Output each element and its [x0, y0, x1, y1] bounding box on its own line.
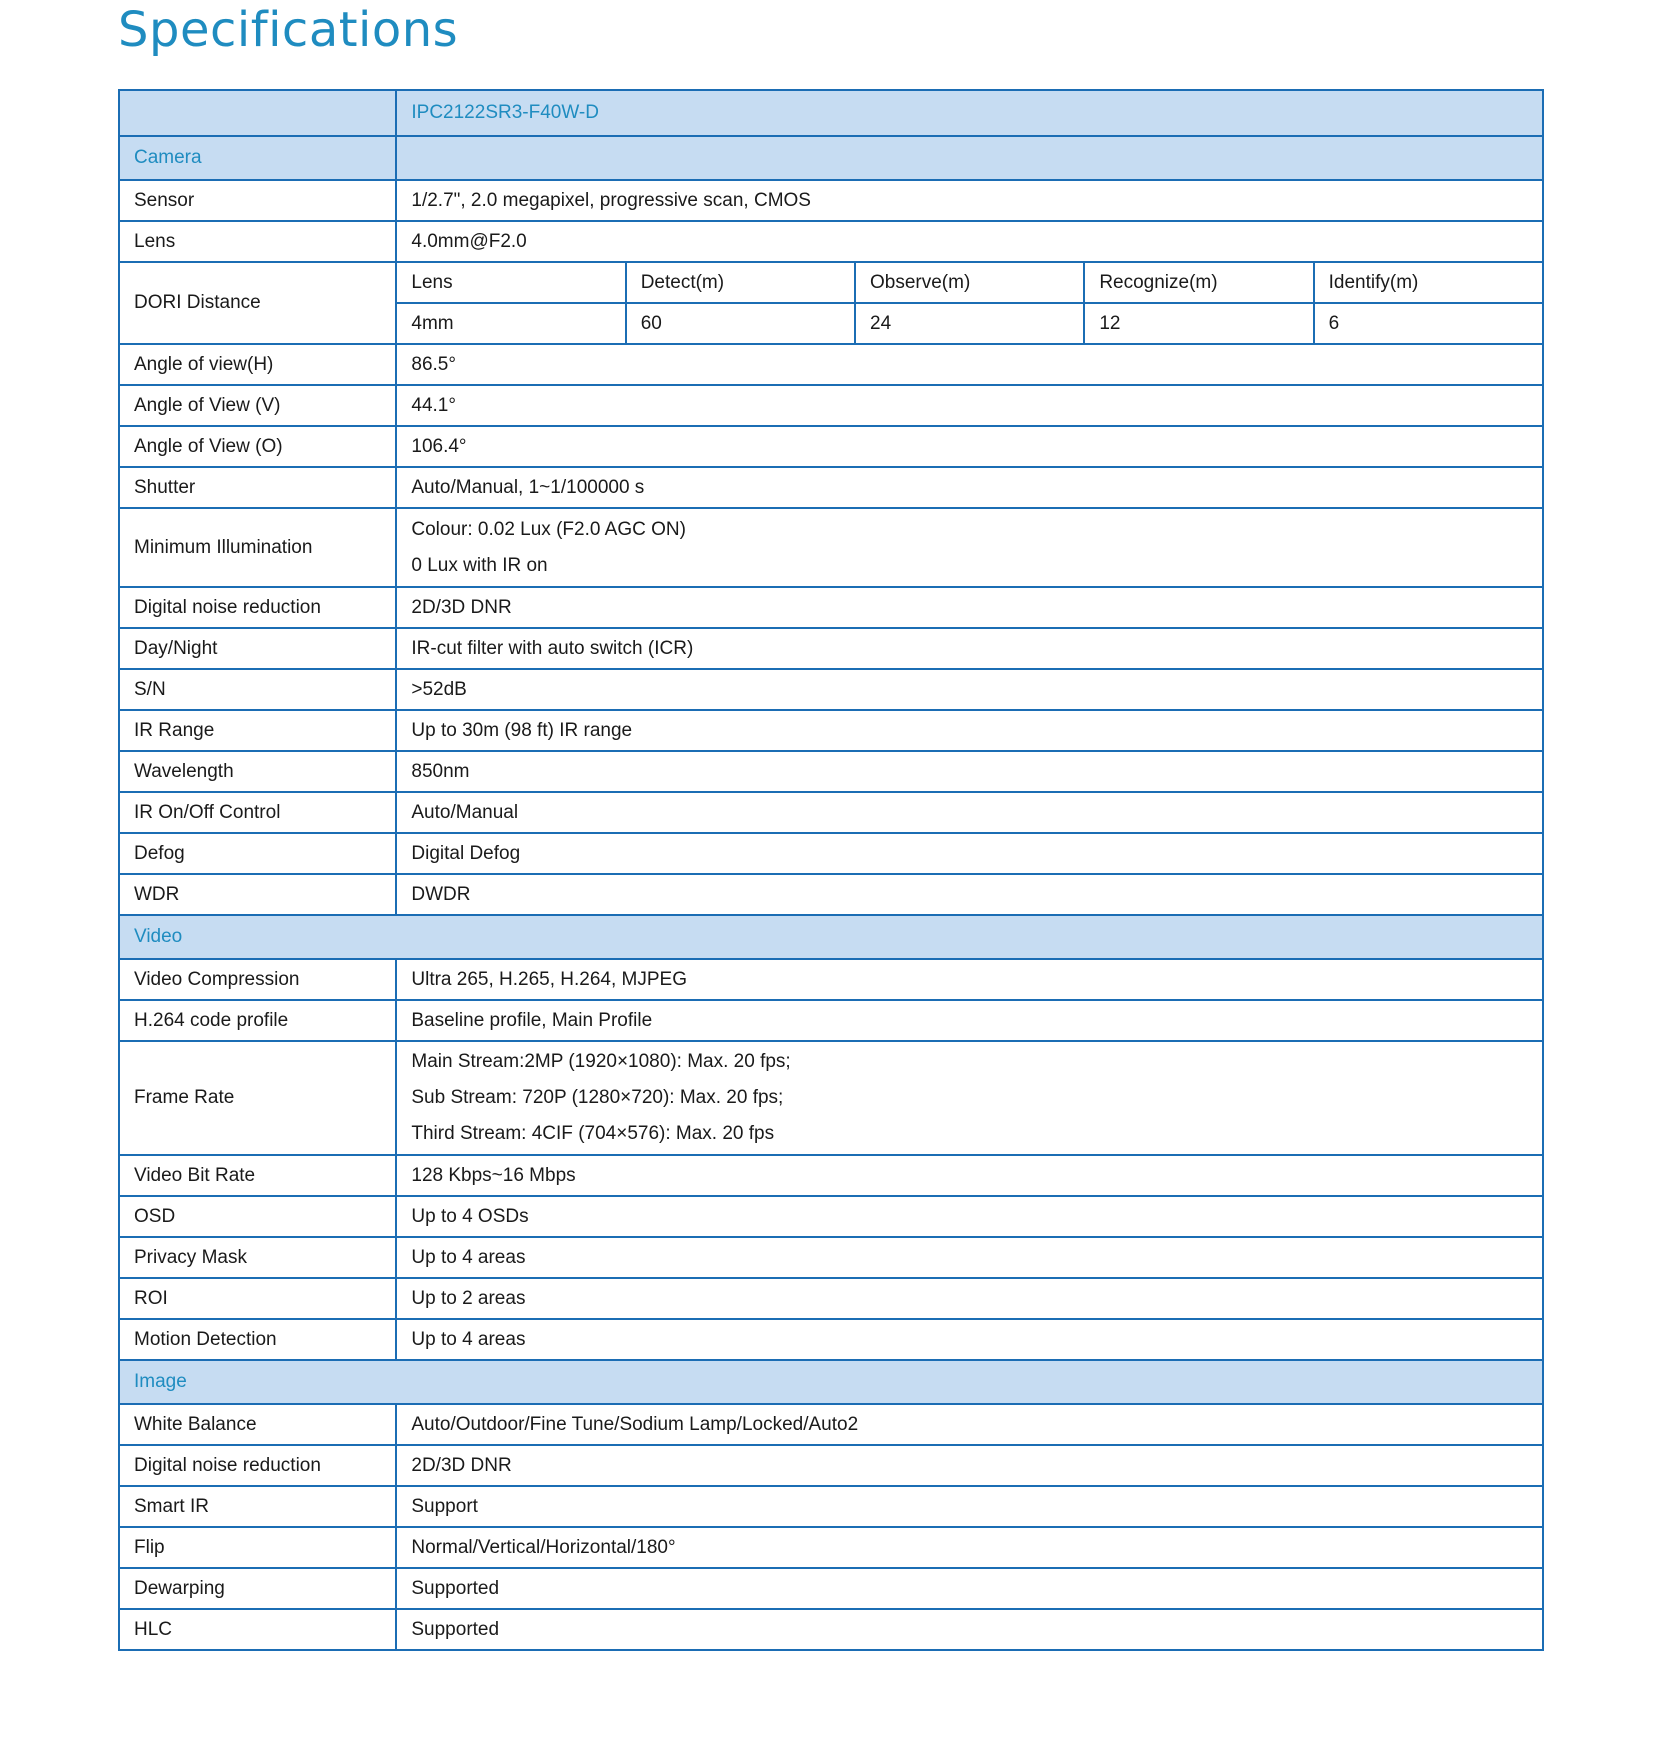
section-image [119, 1360, 1543, 1404]
spec-value: Normal/Vertical/Horizontal/180° [396, 1527, 1543, 1568]
section-title: Video [119, 915, 1543, 959]
spec-label: Day/Night [119, 628, 396, 669]
header-blank-cell [119, 90, 396, 136]
spec-value: Supported [396, 1609, 1543, 1650]
spec-label: Angle of View (O) [119, 426, 396, 467]
spec-row [119, 1000, 1543, 1041]
spec-row [119, 959, 1543, 1000]
dori-header-cell: Observe(m) [855, 262, 1084, 303]
spec-value: 1/2.7", 2.0 megapixel, progressive scan, CMOS [396, 180, 1543, 221]
page-title: Specifications [118, 2, 459, 58]
dori-value-cell: 4mm [396, 303, 625, 344]
spec-value: Auto/Manual [396, 792, 1543, 833]
spec-row [119, 426, 1543, 467]
spec-row [119, 1237, 1543, 1278]
spec-row-multiline [119, 1041, 1543, 1155]
spec-row [119, 587, 1543, 628]
dori-header-cell: Recognize(m) [1084, 262, 1313, 303]
spec-label: Defog [119, 833, 396, 874]
spec-label: Sensor [119, 180, 396, 221]
spec-value-line: Colour: 0.02 Lux (F2.0 AGC ON) [411, 518, 686, 540]
spec-value: Up to 2 areas [396, 1278, 1543, 1319]
spec-value: Up to 30m (98 ft) IR range [396, 710, 1543, 751]
spec-value-line: Main Stream:2MP (1920×1080): Max. 20 fps; [411, 1051, 791, 1072]
spec-row [119, 1278, 1543, 1319]
spec-row [119, 628, 1543, 669]
dori-value-cell: 24 [855, 303, 1084, 344]
spec-label: OSD [119, 1196, 396, 1237]
spec-label: Digital noise reduction [119, 587, 396, 628]
spec-row [119, 385, 1543, 426]
spec-row [119, 1609, 1543, 1650]
spec-value: 44.1° [396, 385, 1543, 426]
spec-value: Support [396, 1486, 1543, 1527]
spec-row [119, 1155, 1543, 1196]
spec-label: Flip [119, 1527, 396, 1568]
dori-header-cell: Identify(m) [1314, 262, 1543, 303]
spec-label: Lens [119, 221, 396, 262]
dori-value-cell: 60 [626, 303, 855, 344]
spec-label: IR On/Off Control [119, 792, 396, 833]
spec-label: Angle of View (V) [119, 385, 396, 426]
dori-header-row [119, 262, 1543, 303]
model-name: IPC2122SR3-F40W-D [396, 90, 1543, 136]
spec-label: S/N [119, 669, 396, 710]
spec-value: IR-cut filter with auto switch (ICR) [396, 628, 1543, 669]
spec-value: Baseline profile, Main Profile [396, 1000, 1543, 1041]
spec-value [396, 508, 1543, 587]
spec-label: Frame Rate [119, 1041, 396, 1155]
spec-label: IR Range [119, 710, 396, 751]
spec-row [119, 1319, 1543, 1360]
spec-label: Dewarping [119, 1568, 396, 1609]
spec-label: Shutter [119, 467, 396, 508]
spec-row [119, 344, 1543, 385]
spec-row [119, 710, 1543, 751]
spec-label: Video Bit Rate [119, 1155, 396, 1196]
spec-row [119, 1445, 1543, 1486]
spec-value: Up to 4 areas [396, 1319, 1543, 1360]
spec-value: 106.4° [396, 426, 1543, 467]
model-header-row [119, 90, 1543, 136]
spec-row [119, 1527, 1543, 1568]
spec-value: >52dB [396, 669, 1543, 710]
spec-value-line: 0 Lux with IR on [411, 554, 548, 576]
spec-value: 86.5° [396, 344, 1543, 385]
spec-row [119, 792, 1543, 833]
section-title: Image [119, 1360, 1543, 1404]
section-blank-cell [396, 136, 1543, 180]
spec-row [119, 1486, 1543, 1527]
spec-label: Video Compression [119, 959, 396, 1000]
spec-label: Digital noise reduction [119, 1445, 396, 1486]
spec-row [119, 1196, 1543, 1237]
spec-value: Auto/Manual, 1~1/100000 s [396, 467, 1543, 508]
spec-value: 2D/3D DNR [396, 1445, 1543, 1486]
spec-value: Up to 4 areas [396, 1237, 1543, 1278]
spec-row [119, 833, 1543, 874]
spec-row [119, 751, 1543, 792]
spec-value: Digital Defog [396, 833, 1543, 874]
spec-value: 850nm [396, 751, 1543, 792]
spec-value-line: Third Stream: 4CIF (704×576): Max. 20 fps [411, 1123, 775, 1144]
dori-header-cell: Lens [396, 262, 625, 303]
spec-row [119, 221, 1543, 262]
specifications-table [118, 89, 1544, 1651]
spec-value [396, 1041, 1543, 1155]
spec-label: ROI [119, 1278, 396, 1319]
spec-label: Motion Detection [119, 1319, 396, 1360]
spec-label: Minimum Illumination [119, 508, 396, 587]
spec-label: HLC [119, 1609, 396, 1650]
dori-value-cell: 12 [1084, 303, 1313, 344]
spec-value: DWDR [396, 874, 1543, 915]
spec-label: Wavelength [119, 751, 396, 792]
spec-value: Up to 4 OSDs [396, 1196, 1543, 1237]
spec-value: 2D/3D DNR [396, 587, 1543, 628]
spec-value: Auto/Outdoor/Fine Tune/Sodium Lamp/Locked/Auto2 [396, 1404, 1543, 1445]
spec-value-line: Sub Stream: 720P (1280×720): Max. 20 fps; [411, 1087, 784, 1108]
spec-label: H.264 code profile [119, 1000, 396, 1041]
spec-row [119, 1568, 1543, 1609]
section-title: Camera [119, 136, 396, 180]
dori-value-cell: 6 [1314, 303, 1543, 344]
spec-row [119, 180, 1543, 221]
spec-label: WDR [119, 874, 396, 915]
spec-label: Privacy Mask [119, 1237, 396, 1278]
spec-row-multiline [119, 508, 1543, 587]
spec-row [119, 1404, 1543, 1445]
spec-value: 128 Kbps~16 Mbps [396, 1155, 1543, 1196]
section-camera [119, 136, 1543, 180]
section-video [119, 915, 1543, 959]
spec-label: Smart IR [119, 1486, 396, 1527]
spec-label: Angle of view(H) [119, 344, 396, 385]
dori-header-cell: Detect(m) [626, 262, 855, 303]
spec-value: 4.0mm@F2.0 [396, 221, 1543, 262]
dori-label: DORI Distance [119, 262, 396, 344]
spec-row [119, 874, 1543, 915]
spec-row [119, 467, 1543, 508]
spec-value: Ultra 265, H.265, H.264, MJPEG [396, 959, 1543, 1000]
spec-label: White Balance [119, 1404, 396, 1445]
spec-value: Supported [396, 1568, 1543, 1609]
spec-row [119, 669, 1543, 710]
